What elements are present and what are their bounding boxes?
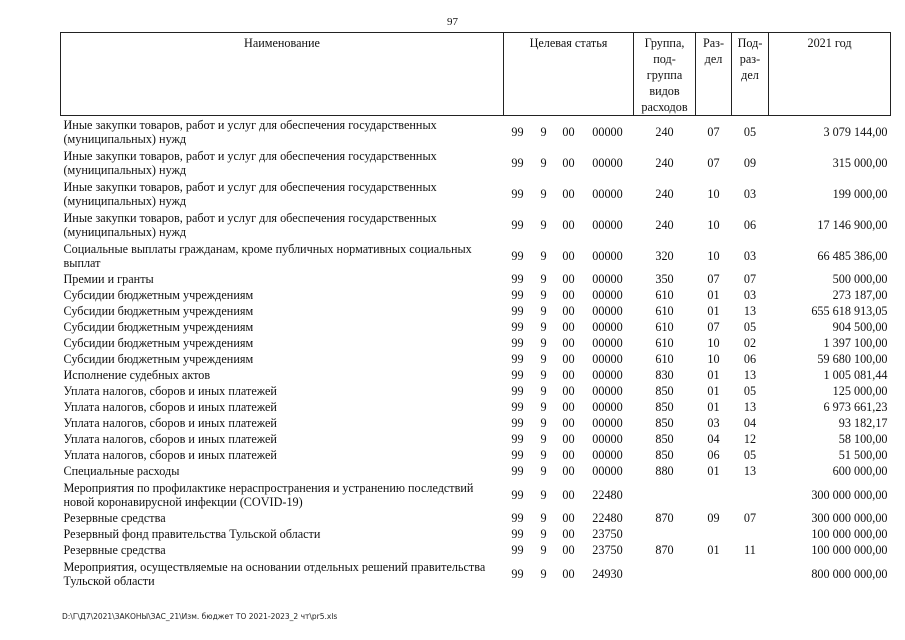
code-direction: 00000	[592, 464, 623, 478]
cell-section: 07	[707, 272, 720, 286]
row-name: Исполнение судебных актов	[63, 368, 211, 382]
cell-section: 06	[707, 448, 720, 462]
cell-group	[634, 558, 696, 589]
code-subprogram: 9	[540, 416, 547, 430]
cell-amount: 655 618 913,05	[811, 304, 888, 318]
cell-group: 610	[655, 320, 674, 334]
cell-section	[696, 526, 732, 542]
code-program: 99	[511, 336, 524, 350]
table-row	[61, 287, 891, 303]
code-event: 00	[562, 217, 575, 232]
cell-section: 01	[707, 543, 720, 557]
cell-group: 610	[655, 352, 674, 366]
table-row	[61, 447, 891, 463]
cell-section: 09	[707, 511, 720, 525]
table-row	[61, 271, 891, 287]
row-name: Специальные расходы	[63, 464, 180, 478]
code-program: 99	[511, 464, 524, 478]
cell-subsection: 05	[743, 320, 757, 334]
cell-group	[634, 479, 696, 510]
cell-section: 01	[707, 304, 720, 318]
code-program: 99	[511, 248, 524, 263]
table-row	[61, 178, 891, 209]
cell-group: 240	[655, 186, 674, 201]
cell-subsection: 07	[743, 272, 757, 286]
cell-amount: 199 000,00	[832, 186, 888, 201]
code-program: 99	[511, 400, 524, 414]
cell-subsection: 13	[743, 400, 757, 414]
cell-section: 01	[707, 400, 720, 414]
code-subprogram: 9	[540, 248, 547, 263]
table-row	[61, 542, 891, 558]
cell-amount: 59 680 100,00	[817, 352, 888, 366]
code-subprogram: 9	[540, 304, 547, 318]
cell-section: 07	[707, 124, 720, 139]
code-direction: 00000	[592, 336, 623, 350]
table-row	[61, 147, 891, 178]
code-direction: 00000	[592, 248, 623, 263]
code-subprogram: 9	[540, 124, 547, 139]
row-name: Иные закупки товаров, работ и услуг для обеспечения государственных (муниципальных) нужд	[63, 179, 437, 208]
code-event: 00	[562, 432, 575, 446]
cell-section	[696, 479, 732, 510]
cell-group: 830	[655, 368, 674, 382]
file-path-footer: D:\Г\Д7\2021\ЗАКОНЫ\ЗАС_21\Изм. бюджет ТО 2021-2023_2 чт\pr5.xls	[62, 612, 338, 621]
code-program: 99	[511, 352, 524, 366]
code-subprogram: 9	[540, 155, 547, 170]
cell-amount: 300 000 000,00	[811, 511, 888, 525]
cell-group: 320	[655, 248, 674, 263]
cell-group	[634, 526, 696, 542]
cell-section	[696, 558, 732, 589]
cell-group: 850	[655, 448, 674, 462]
row-name: Резервные средства	[63, 511, 166, 525]
row-name: Уплата налогов, сборов и иных платежей	[63, 384, 277, 398]
code-event: 00	[562, 511, 575, 525]
code-direction: 00000	[592, 368, 623, 382]
cell-group: 240	[655, 217, 674, 232]
code-program: 99	[511, 566, 524, 581]
code-direction: 00000	[592, 304, 623, 318]
cell-section: 10	[707, 352, 720, 366]
table-row	[61, 351, 891, 367]
code-subprogram: 9	[540, 464, 547, 478]
code-event: 00	[562, 352, 575, 366]
cell-amount: 800 000 000,00	[811, 566, 888, 581]
code-event: 00	[562, 400, 575, 414]
table-row	[61, 431, 891, 447]
cell-subsection: 13	[743, 304, 757, 318]
row-name: Субсидии бюджетным учреждениям	[63, 304, 254, 318]
code-direction: 22480	[592, 511, 623, 525]
cell-section: 10	[707, 248, 720, 263]
code-direction: 00000	[592, 448, 623, 462]
cell-subsection: 06	[743, 217, 757, 232]
table-row	[61, 367, 891, 383]
table-row	[61, 558, 891, 589]
code-subprogram: 9	[540, 186, 547, 201]
row-name: Премии и гранты	[63, 272, 154, 286]
code-program: 99	[511, 304, 524, 318]
code-subprogram: 9	[540, 368, 547, 382]
cell-subsection	[732, 558, 769, 589]
header-target: Целевая статья	[504, 33, 634, 116]
code-program: 99	[511, 124, 524, 139]
cell-group: 240	[655, 155, 674, 170]
code-program: 99	[511, 155, 524, 170]
row-name: Субсидии бюджетным учреждениям	[63, 320, 254, 334]
table-row	[61, 335, 891, 351]
cell-group: 610	[655, 288, 674, 302]
code-subprogram: 9	[540, 288, 547, 302]
table-row	[61, 399, 891, 415]
code-event: 00	[562, 487, 575, 502]
code-event: 00	[562, 384, 575, 398]
header-group: Группа, под- группа видов расходов	[634, 33, 696, 116]
code-program: 99	[511, 527, 524, 541]
row-name: Иные закупки товаров, работ и услуг для обеспечения государственных (муниципальных) нужд	[63, 148, 437, 177]
cell-group: 870	[655, 543, 674, 557]
cell-subsection: 05	[743, 124, 757, 139]
code-direction: 00000	[592, 217, 623, 232]
code-event: 00	[562, 416, 575, 430]
code-program: 99	[511, 217, 524, 232]
table-row	[61, 303, 891, 319]
budget-table	[60, 32, 891, 589]
cell-amount: 125 000,00	[832, 384, 888, 398]
code-subprogram: 9	[540, 400, 547, 414]
cell-subsection: 12	[743, 432, 757, 446]
code-program: 99	[511, 511, 524, 525]
code-direction: 23750	[592, 543, 623, 557]
cell-section: 10	[707, 217, 720, 232]
cell-section: 01	[707, 368, 720, 382]
code-event: 00	[562, 124, 575, 139]
table-row	[61, 209, 891, 240]
cell-subsection: 07	[743, 511, 757, 525]
code-subprogram: 9	[540, 448, 547, 462]
cell-amount: 315 000,00	[832, 155, 888, 170]
code-event: 00	[562, 288, 575, 302]
cell-amount: 93 182,17	[838, 416, 888, 430]
table-row	[61, 383, 891, 399]
code-direction: 00000	[592, 352, 623, 366]
code-direction: 22480	[592, 487, 623, 502]
code-event: 00	[562, 248, 575, 263]
table-row	[61, 479, 891, 510]
row-name: Иные закупки товаров, работ и услуг для обеспечения государственных (муниципальных) нужд	[63, 210, 437, 239]
code-program: 99	[511, 272, 524, 286]
cell-subsection: 02	[743, 336, 757, 350]
code-direction: 24930	[592, 566, 623, 581]
cell-amount: 904 500,00	[832, 320, 888, 334]
header-subsection: Под- раз- дел	[732, 33, 769, 116]
cell-amount: 17 146 900,00	[817, 217, 888, 232]
code-direction: 00000	[592, 432, 623, 446]
row-name: Мероприятия по профилактике нераспространения и устранению последствий новой коронавирусной инфекции (COVID-19)	[63, 480, 474, 509]
code-direction: 00000	[592, 186, 623, 201]
cell-group: 610	[655, 304, 674, 318]
cell-subsection: 03	[743, 288, 757, 302]
cell-section: 07	[707, 155, 720, 170]
cell-amount: 273 187,00	[832, 288, 888, 302]
cell-subsection	[732, 479, 769, 510]
cell-amount: 58 100,00	[838, 432, 888, 446]
cell-group: 240	[655, 124, 674, 139]
cell-subsection: 06	[743, 352, 757, 366]
cell-subsection: 05	[743, 384, 757, 398]
row-name: Социальные выплаты гражданам, кроме публичных нормативных социальных выплат	[63, 241, 472, 270]
cell-section: 10	[707, 336, 720, 350]
code-subprogram: 9	[540, 320, 547, 334]
code-direction: 00000	[592, 272, 623, 286]
row-name: Уплата налогов, сборов и иных платежей	[63, 448, 277, 462]
table-row	[61, 415, 891, 431]
code-event: 00	[562, 566, 575, 581]
code-subprogram: 9	[540, 352, 547, 366]
cell-subsection: 03	[743, 186, 757, 201]
code-direction: 00000	[592, 320, 623, 334]
page-number: 97	[447, 16, 458, 28]
code-subprogram: 9	[540, 217, 547, 232]
cell-amount: 100 000 000,00	[811, 527, 888, 541]
cell-subsection: 04	[743, 416, 757, 430]
code-subprogram: 9	[540, 511, 547, 525]
header-name: Наименование	[61, 33, 504, 116]
code-program: 99	[511, 432, 524, 446]
table-row	[61, 526, 891, 542]
cell-group: 850	[655, 400, 674, 414]
table-row	[61, 319, 891, 335]
code-event: 00	[562, 448, 575, 462]
cell-subsection: 13	[743, 368, 757, 382]
row-name: Иные закупки товаров, работ и услуг для обеспечения государственных (муниципальных) нужд	[63, 117, 437, 146]
row-name: Резервные средства	[63, 543, 166, 557]
cell-section: 10	[707, 186, 720, 201]
cell-amount: 500 000,00	[832, 272, 888, 286]
code-subprogram: 9	[540, 384, 547, 398]
row-name: Уплата налогов, сборов и иных платежей	[63, 400, 277, 414]
code-event: 00	[562, 336, 575, 350]
cell-group: 850	[655, 416, 674, 430]
table-row	[61, 510, 891, 526]
cell-group: 850	[655, 432, 674, 446]
table-row	[61, 240, 891, 271]
cell-group: 850	[655, 384, 674, 398]
table-header	[61, 33, 891, 116]
cell-subsection: 09	[743, 155, 757, 170]
cell-amount: 66 485 386,00	[817, 248, 888, 263]
cell-subsection: 13	[743, 464, 757, 478]
cell-group: 870	[655, 511, 674, 525]
code-event: 00	[562, 155, 575, 170]
code-event: 00	[562, 464, 575, 478]
code-event: 00	[562, 186, 575, 201]
header-year: 2021 год	[769, 33, 891, 116]
code-direction: 00000	[592, 384, 623, 398]
code-direction: 00000	[592, 416, 623, 430]
row-name: Субсидии бюджетным учреждениям	[63, 336, 254, 350]
cell-amount: 1 005 081,44	[823, 368, 888, 382]
cell-subsection: 03	[743, 248, 757, 263]
code-subprogram: 9	[540, 272, 547, 286]
code-subprogram: 9	[540, 432, 547, 446]
code-subprogram: 9	[540, 543, 547, 557]
cell-group: 880	[655, 464, 674, 478]
row-name: Резервный фонд правительства Тульской области	[63, 527, 321, 541]
row-name: Мероприятия, осуществляемые на основании отдельных решений правительства Тульской области	[63, 559, 486, 588]
header-section: Раз- дел	[696, 33, 732, 116]
code-event: 00	[562, 527, 575, 541]
cell-amount: 100 000 000,00	[811, 543, 888, 557]
cell-amount: 6 973 661,23	[823, 400, 888, 414]
cell-amount: 3 079 144,00	[823, 124, 888, 139]
code-direction: 00000	[592, 400, 623, 414]
table-row	[61, 463, 891, 479]
code-program: 99	[511, 487, 524, 502]
code-subprogram: 9	[540, 566, 547, 581]
code-program: 99	[511, 416, 524, 430]
code-event: 00	[562, 320, 575, 334]
code-program: 99	[511, 320, 524, 334]
code-subprogram: 9	[540, 336, 547, 350]
code-direction: 00000	[592, 288, 623, 302]
cell-subsection: 11	[744, 543, 756, 557]
cell-amount: 1 397 100,00	[823, 336, 888, 350]
code-subprogram: 9	[540, 527, 547, 541]
code-program: 99	[511, 186, 524, 201]
code-event: 00	[562, 543, 575, 557]
code-subprogram: 9	[540, 487, 547, 502]
code-event: 00	[562, 368, 575, 382]
row-name: Уплата налогов, сборов и иных платежей	[63, 416, 277, 430]
code-direction: 23750	[592, 527, 623, 541]
cell-group: 350	[655, 272, 674, 286]
cell-subsection: 05	[743, 448, 757, 462]
code-event: 00	[562, 304, 575, 318]
cell-section: 01	[707, 464, 720, 478]
cell-section: 01	[707, 288, 720, 302]
code-program: 99	[511, 368, 524, 382]
code-program: 99	[511, 288, 524, 302]
row-name: Уплата налогов, сборов и иных платежей	[63, 432, 277, 446]
cell-section: 03	[707, 416, 720, 430]
code-event: 00	[562, 272, 575, 286]
cell-section: 04	[707, 432, 720, 446]
code-direction: 00000	[592, 124, 623, 139]
cell-section: 07	[707, 320, 720, 334]
code-program: 99	[511, 543, 524, 557]
table-row	[61, 116, 891, 148]
code-program: 99	[511, 448, 524, 462]
code-program: 99	[511, 384, 524, 398]
row-name: Субсидии бюджетным учреждениям	[63, 288, 254, 302]
cell-section: 01	[707, 384, 720, 398]
cell-group: 610	[655, 336, 674, 350]
row-name: Субсидии бюджетным учреждениям	[63, 352, 254, 366]
cell-amount: 600 000,00	[832, 464, 888, 478]
cell-amount: 51 500,00	[838, 448, 888, 462]
cell-amount: 300 000 000,00	[811, 487, 888, 502]
cell-subsection	[732, 526, 769, 542]
code-direction: 00000	[592, 155, 623, 170]
